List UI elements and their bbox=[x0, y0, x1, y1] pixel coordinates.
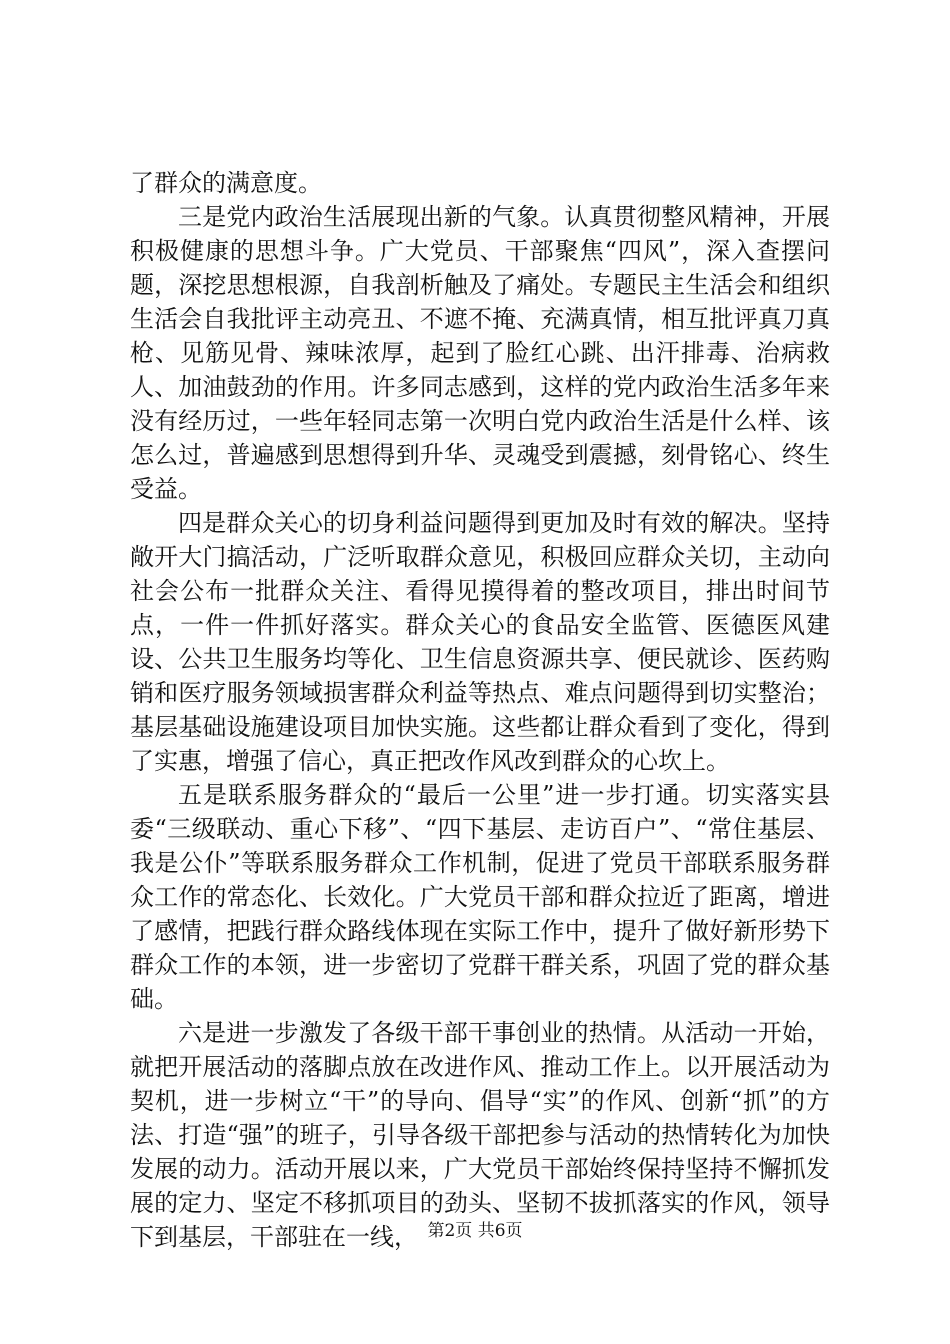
paragraph-point-six: 六是进一步激发了各级干部干事创业的热情。从活动一开始，就把开展活动的落脚点放在改进作风、推动工作上。以开展活动为契机，进一步树立“干”的导向、倡导“实”的作风、创新“抓”的方法、打造“强”的班子，引导各级干部把参与活动的热情转化为加快发展的动力。活动开展以来，广大党员干部始终保持坚持不懈抓发展的定力、坚定不移抓项目的劲头、坚韧不拔抓落实的作风，领导下到基层，干部驻在一线， bbox=[130, 1019, 830, 1251]
document-body bbox=[130, 166, 830, 1254]
paragraph-point-five: 五是联系服务群众的“最后一公里”进一步打通。切实落实县委“三级联动、重心下移”、“四下基层、走访百户”、“常住基层、我是公仆”等联系服务群众工作机制，促进了党员干部联系服务群众工作的常态化、长效化。广大党员干部和群众拉近了距离，增进了感情，把践行群众路线体现在实际工作中，提升了做好新形势下群众工作的本领，进一步密切了党群干群关系，巩固了党的群众基础。 bbox=[130, 781, 830, 1013]
paragraph-continuation: 了群众的满意度。 bbox=[130, 169, 322, 197]
paragraph-point-four: 四是群众关心的切身利益问题得到更加及时有效的解决。坚持敞开大门搞活动，广泛听取群众意见，积极回应群众关切，主动向社会公布一批群众关注、看得见摸得着的整改项目，排出时间节点，一件一件抓好落实。群众关心的食品安全监管、医德医风建设、公共卫生服务均等化、卫生信息资源共享、便民就诊、医药购销和医疗服务领域损害群众利益等热点、难点问题得到切实整治；基层基础设施建设项目加快实施。这些都让群众看到了变化，得到了实惠，增强了信心，真正把改作风改到群众的心坎上。 bbox=[130, 509, 830, 775]
paragraph-point-three: 三是党内政治生活展现出新的气象。认真贯彻整风精神，开展积极健康的思想斗争。广大党员、干部聚焦“四风”，深入查摆问题，深挖思想根源，自我剖析触及了痛处。专题民主生活会和组织生活会自我批评主动亮丑、不遮不掩、充满真情，相互批评真刀真枪、见筋见骨、辣味浓厚，起到了脸红心跳、出汗排毒、治病救人、加油鼓劲的作用。许多同志感到，这样的党内政治生活多年来没有经历过，一些年轻同志第一次明白党内政治生活是什么样、该怎么过，普遍感到思想得到升华、灵魂受到震撼，刻骨铭心、终生受益。 bbox=[130, 203, 830, 503]
page-footer: 第2页 共6页 bbox=[427, 1221, 523, 1241]
